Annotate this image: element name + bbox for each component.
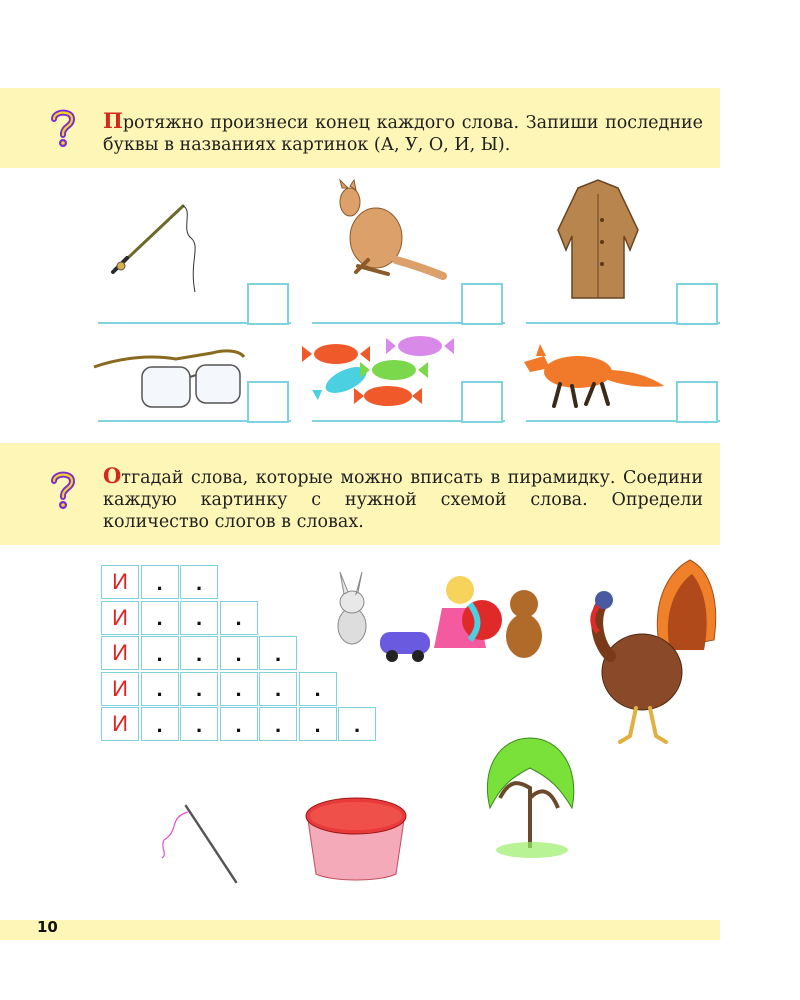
task2-first-letter: О xyxy=(103,463,122,488)
pyramid-dot-cell[interactable]: . xyxy=(259,636,297,670)
pyramid-dot-cell[interactable]: . xyxy=(180,672,218,706)
pyramid-dot-cell[interactable]: . xyxy=(299,707,337,741)
pyramid-first-letter-cell: И xyxy=(101,707,139,741)
pyramid-dot-cell[interactable]: . xyxy=(180,601,218,635)
candies-icon xyxy=(308,334,458,414)
fox-icon xyxy=(516,340,666,410)
page-number: 10 xyxy=(37,918,58,936)
fishing-rod-icon xyxy=(105,200,215,300)
coat-icon xyxy=(548,180,648,300)
answer-box[interactable] xyxy=(461,283,503,325)
willow-icon xyxy=(480,738,580,858)
pyramid-dot-cell[interactable]: . xyxy=(220,636,258,670)
task1-first-letter: П xyxy=(103,108,123,133)
pyramid-dot-cell[interactable]: . xyxy=(141,565,179,599)
needle-icon xyxy=(158,800,248,890)
pyramid-dot-cell[interactable]: . xyxy=(338,707,376,741)
pyramid-dot-cell[interactable]: . xyxy=(220,601,258,635)
answer-box[interactable] xyxy=(461,381,503,423)
caviar-icon xyxy=(302,790,410,882)
question-mark-icon xyxy=(50,108,76,148)
pyramid-dot-cell[interactable]: . xyxy=(299,672,337,706)
pyramid-dot-cell[interactable]: . xyxy=(180,707,218,741)
task2-instruction xyxy=(103,465,703,533)
pyramid-first-letter-cell: И xyxy=(101,672,139,706)
pyramid-first-letter-cell: И xyxy=(101,601,139,635)
pyramid-first-letter-cell: И xyxy=(101,636,139,670)
pyramid-dot-cell[interactable]: . xyxy=(220,672,258,706)
pyramid-dot-cell[interactable]: . xyxy=(141,601,179,635)
kangaroo-icon xyxy=(328,180,448,280)
task1-text: ротяжно произнеси конец каждого слова. Запиши последние буквы в названиях картинок (А, У, О, И, Ы). xyxy=(103,113,703,155)
task2-text: тгадай слова, которые можно вписать в пирамидку. Соедини каждую картинку с нужной схемой слова. Определи количество слогов в словах. xyxy=(103,468,703,532)
turkey-icon xyxy=(580,560,720,745)
question-mark-icon xyxy=(50,470,76,510)
pyramid-first-letter-cell: И xyxy=(101,565,139,599)
answer-box[interactable] xyxy=(676,381,718,423)
pyramid-dot-cell[interactable]: . xyxy=(180,565,218,599)
glasses-icon xyxy=(92,345,247,415)
answer-box[interactable] xyxy=(247,283,289,325)
footer-band xyxy=(0,920,720,940)
pyramid-dot-cell[interactable]: . xyxy=(141,636,179,670)
pyramid-dot-cell[interactable]: . xyxy=(180,636,218,670)
answer-box[interactable] xyxy=(676,283,718,325)
task1-instruction xyxy=(103,110,703,156)
pyramid-dot-cell[interactable]: . xyxy=(259,707,297,741)
answer-box[interactable] xyxy=(247,381,289,423)
toys-icon xyxy=(330,568,550,668)
pyramid-dot-cell[interactable]: . xyxy=(220,707,258,741)
pyramid-dot-cell[interactable]: . xyxy=(141,707,179,741)
pyramid-dot-cell[interactable]: . xyxy=(259,672,297,706)
pyramid-dot-cell[interactable]: . xyxy=(141,672,179,706)
